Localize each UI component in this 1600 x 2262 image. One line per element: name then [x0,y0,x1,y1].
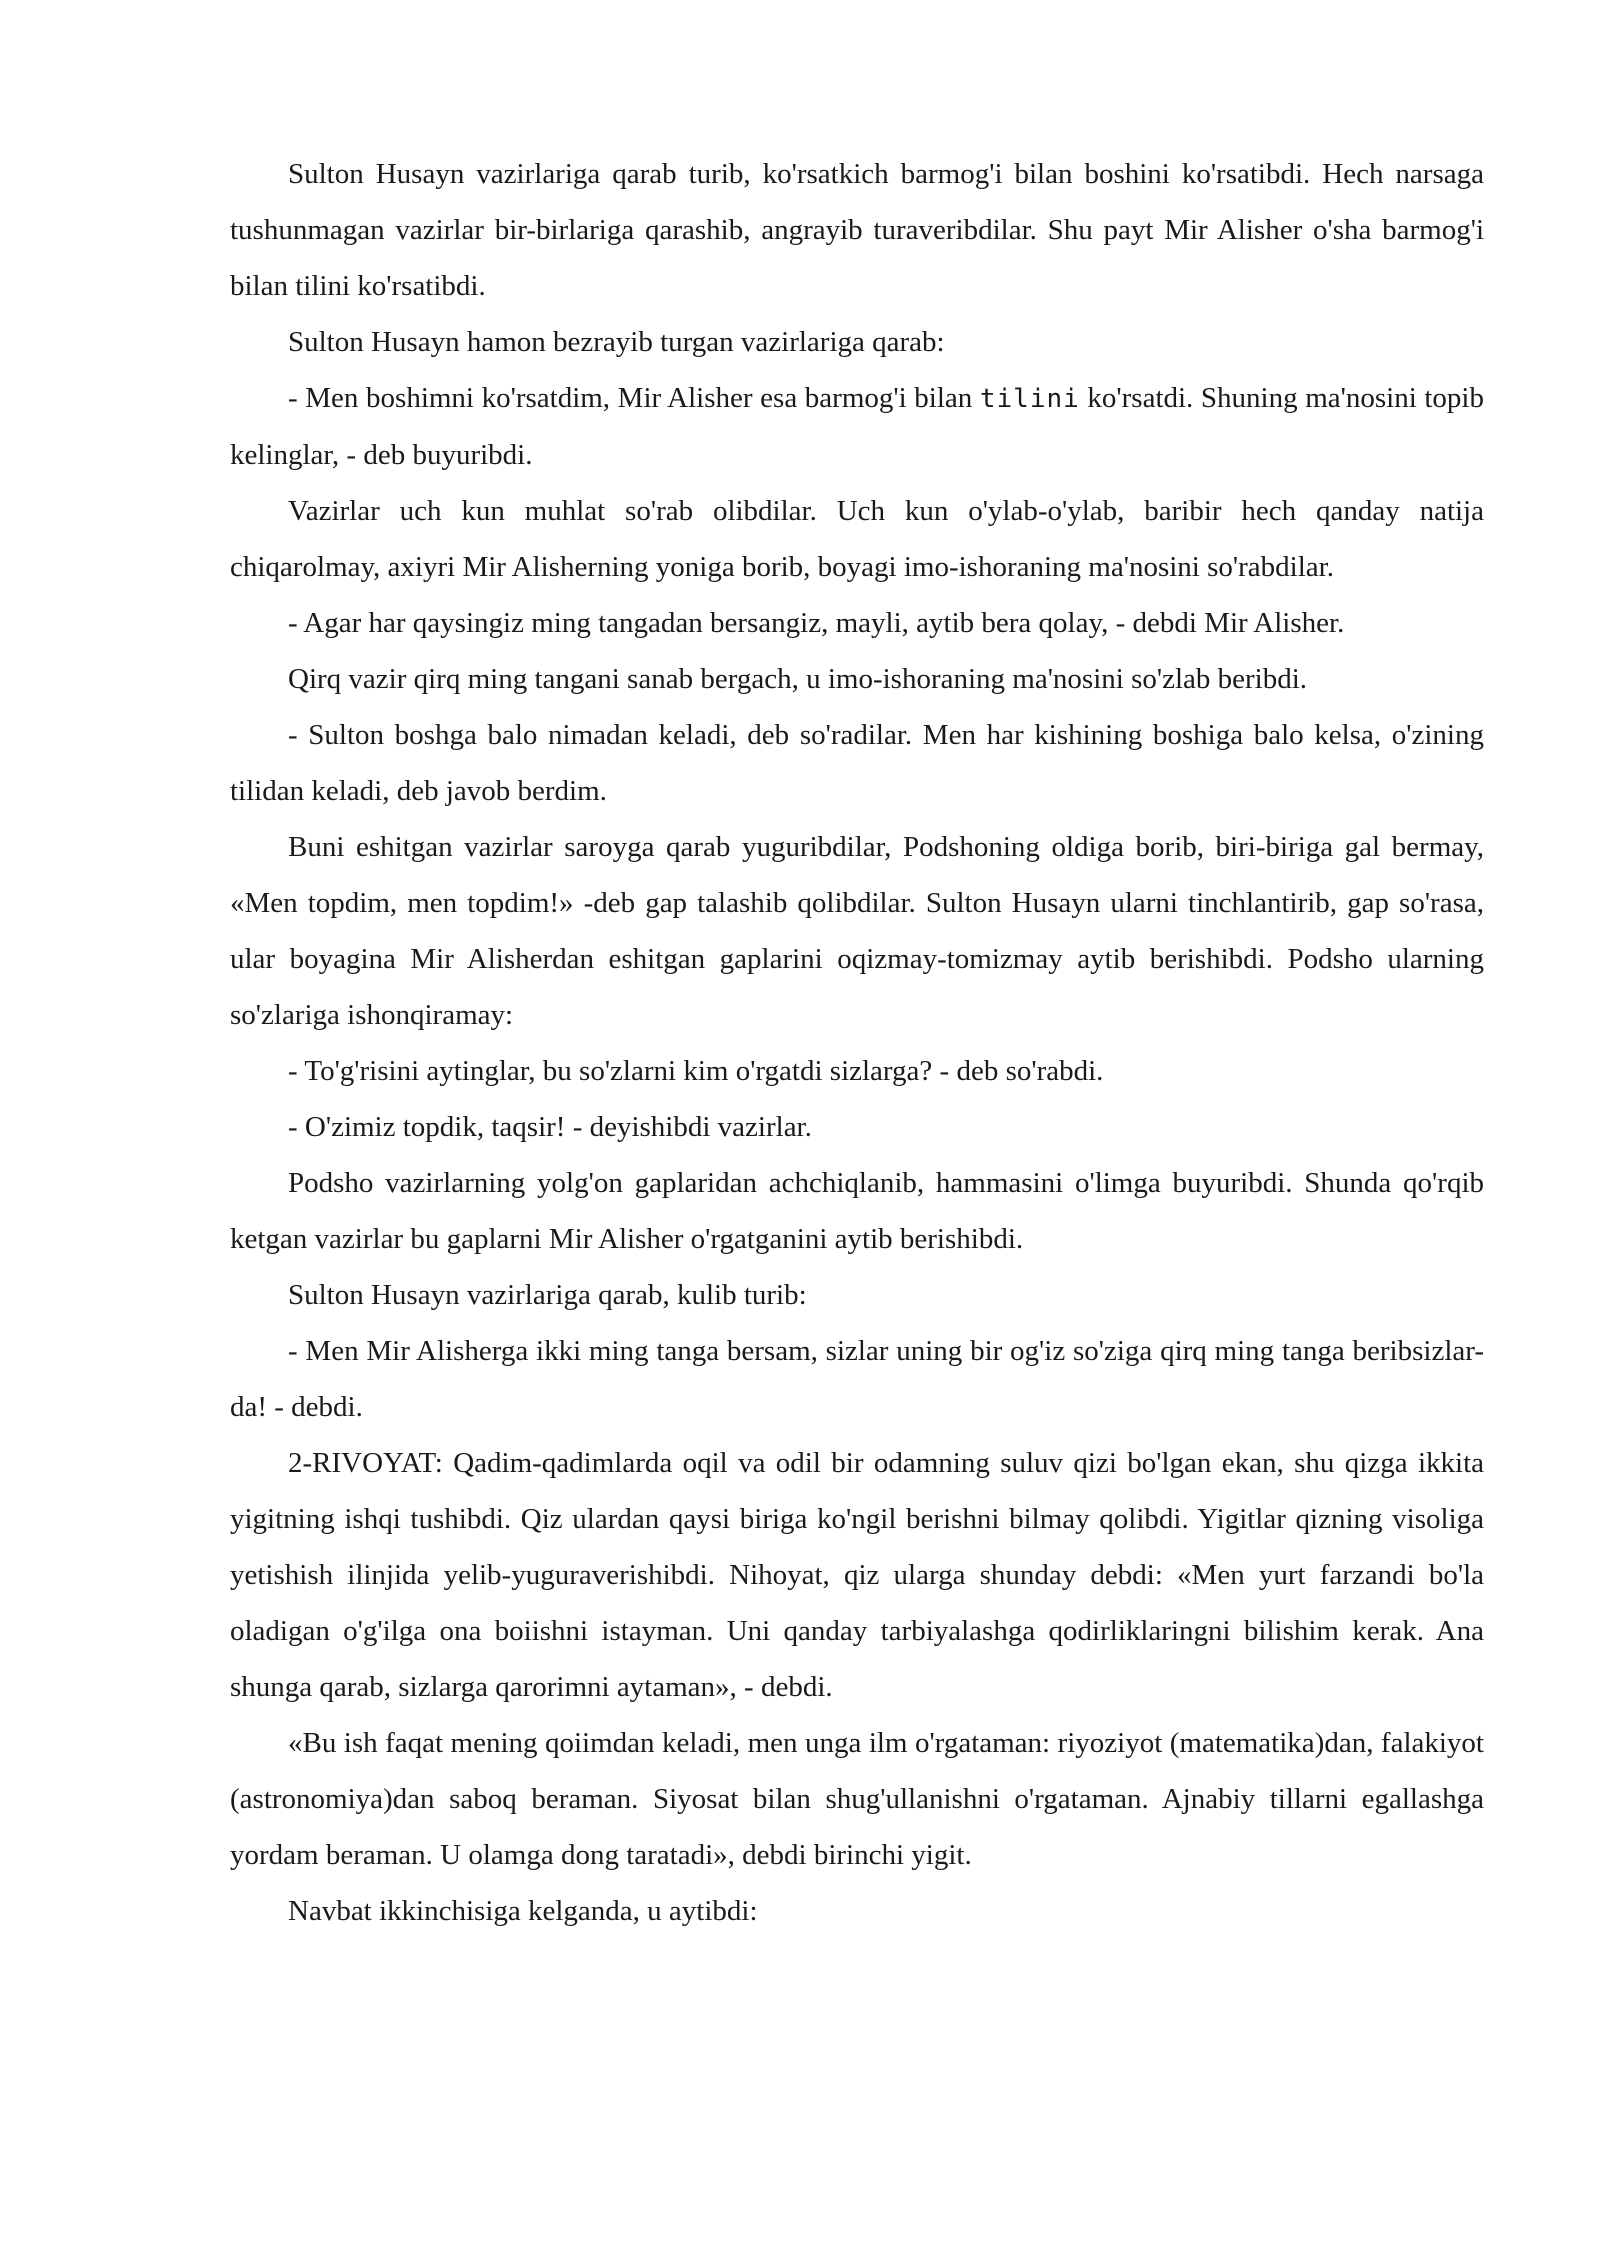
paragraph-8: Buni eshitgan vazirlar saroyga qarab yuguribdilar, Podshoning oldiga borib, biri-biriga gal bermay, «Men topdim, men topdim!» -deb gap talashib qolibdilar. Sulton Husayn ularni tinchlantirib, gap so'rasa, ular boyagina Mir Alisherdan eshitgan gaplarini oqizmay-tomizmay aytib berishibdi. Podsho ularning so'zlariga ishonqiramay: [230,831,1484,1031]
paragraph-11: Podsho vazirlarning yolg'on gaplaridan achchiqlanib, hammasini o'limga buyuribdi. Shunda qo'rqib ketgan vazirlar bu gaplarni Mir Alisher o'rgatganini aytib berishibdi. [230,1167,1484,1255]
paragraph-6: Qirq vazir qirq ming tangani sanab bergach, u imo-ishoraning ma'nosini so'zlab beribdi. [288,663,1308,695]
paragraph-2: Sulton Husayn hamon bezrayib turgan vazirlariga qarab: [288,326,945,358]
paragraph-3 [230,370,1484,483]
paragraph-1: Sulton Husayn vazirlariga qarab turib, ko'rsatkich barmog'i bilan boshini ko'rsatibdi. Hech narsaga tushunmagan vazirlar bir-birlariga qarashib, angrayib turaveribdilar. Shu payt Mir Alisher o'sha barmog'i bilan tilini ko'rsatibdi. [230,158,1484,302]
paragraph-3-word: tilini [979,384,1080,414]
paragraph-14: 2-RIVOYAT: Qadim-qadimlarda oqil va odil bir odamning suluv qizi bo'lgan ekan, shu qizga ikkita yigitning ishqi tushibdi. Qiz ulardan qaysi biriga ko'ngil berishni bilmay qolibdi. Yigitlar qizning visoliga yetishish ilinjida yelib-yuguraverishibdi. Nihoyat, qiz ularga shunday debdi: «Men yurt farzandi bo'la oladigan o'g'ilga ona boiishni istayman. Uni qanday tarbiyalashga qodirliklaringni bilishim kerak. Ana shunga qarab, sizlarga qarorimni aytaman», - debdi. [230,1447,1484,1703]
paragraph-12: Sulton Husayn vazirlariga qarab, kulib turib: [288,1279,807,1311]
paragraph-7: - Sulton boshga balo nimadan keladi, deb so'radilar. Men har kishining boshiga balo kelsa, o'zining tilidan keladi, deb javob berdim. [230,719,1484,807]
paragraph-4: Vazirlar uch kun muhlat so'rab olibdilar. Uch kun o'ylab-o'ylab, baribir hech qanday natija chiqarolmay, axiyri Mir Alisherning yoniga borib, boyagi imo-ishoraning ma'nosini so'rabdilar. [230,495,1484,583]
paragraph-16: Navbat ikkinchisiga kelganda, u aytibdi: [288,1895,758,1927]
paragraph-10: - O'zimiz topdik, taqsir! - deyishibdi vazirlar. [288,1111,812,1143]
paragraph-3-rest: ko'rsatdi. Shuning ma'nosini topib kelinglar, - deb buyuribdi. [230,382,1484,471]
paragraph-5: - Agar har qaysingiz ming tangadan bersangiz, mayli, aytib bera qolay, - debdi Mir Alisher. [288,607,1345,639]
paragraph-3-lead: - Men boshimni ko'rsatdim, Mir Alisher esa barmog'i bilan [288,382,980,414]
paragraph-13: - Men Mir Alisherga ikki ming tanga bersam, sizlar uning bir og'iz so'ziga qirq ming tanga beribsizlar-da! - debdi. [230,1335,1484,1423]
document-body [230,146,1484,1939]
paragraph-9: - To'g'risini aytinglar, bu so'zlarni kim o'rgatdi sizlarga? - deb so'rabdi. [288,1055,1104,1087]
paragraph-15: «Bu ish faqat mening qoiimdan keladi, men unga ilm o'rgataman: riyoziyot (matematika)dan, falakiyot (astronomiya)dan saboq beraman. Siyosat bilan shug'ullanishni o'rgataman. Ajnabiy tillarni egallashga yordam beraman. U olamga dong taratadi», debdi birinchi yigit. [230,1727,1484,1871]
